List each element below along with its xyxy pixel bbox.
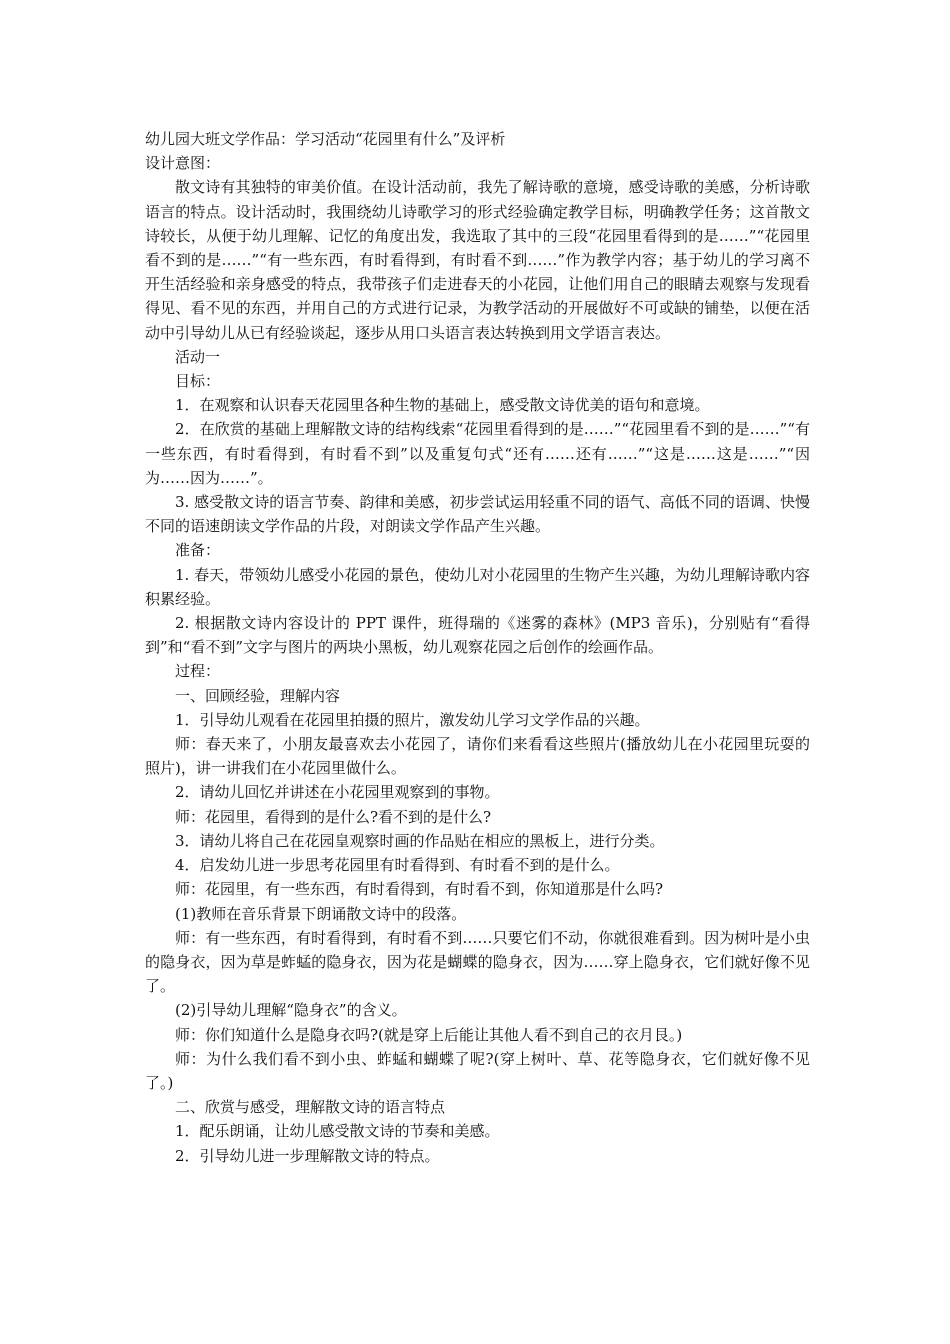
paragraph: 2．引导幼儿进一步理解散文诗的特点。 bbox=[175, 1146, 440, 1165]
paragraph: 1. 春天，带领幼儿感受小花园的景色，使幼儿对小花园里的生物产生兴趣，为幼儿理解诗歌内容积累经验。 bbox=[145, 565, 810, 608]
paragraph: 散文诗有其独特的审美价值。在设计活动前，我先了解诗歌的意境，感受诗歌的美感，分析诗歌语言的特点。设计活动时，我围绕幼儿诗歌学习的形式经验确定教学目标，明确教学任务；这首散文诗较长，从便于幼儿理解、记忆的角度出发，我选取了其中的三段“花园里看得到的是……”“花园里看不到的是……”“有一些东西，有时看得到，有时看不到……”作为教学内容；基于幼儿的学习离不开生活经验和亲身感受的特点，我带孩子们走进春天的小花园，让他们用自己的眼睛去观察与发现看得见、看不见的东西，并用自己的方式进行记录，为教学活动的开展做好不可或缺的铺垫，以便在活动中引导幼儿从已有经验谈起，逐步从用口头语言表达转换到用文学语言表达。 bbox=[145, 178, 810, 342]
paragraph: 2. 根据散文诗内容设计的 PPT 课件，班得瑞的《迷雾的森林》(MP3 音乐)，分别贴有“看得到”和“看不到”文字与图片的两块小黑板，幼儿观察花园之后创作的绘画作品。 bbox=[145, 614, 810, 657]
paragraph: 师：花园里，看得到的是什么?看不到的是什么? bbox=[175, 807, 492, 826]
paragraph: 二、欣赏与感受，理解散文诗的语言特点 bbox=[175, 1098, 446, 1117]
document-body bbox=[145, 127, 810, 1168]
paragraph: 1．引导幼儿观看在花园里拍摄的照片，激发幼儿学习文学作品的兴趣。 bbox=[175, 710, 650, 729]
paragraph: 过程： bbox=[175, 662, 221, 681]
paragraph: 师：花园里，有一些东西，有时看得到，有时看不到，你知道那是什么吗? bbox=[175, 880, 664, 899]
paragraph: 目标： bbox=[175, 372, 221, 391]
paragraph: 2．请幼儿回忆并讲述在小花园里观察到的事物。 bbox=[175, 783, 500, 802]
paragraph: 准备： bbox=[175, 541, 221, 560]
paragraph: (1)教师在音乐背景下朗诵散文诗中的段落。 bbox=[175, 904, 467, 923]
paragraph: 师：为什么我们看不到小虫、蚱蜢和蝴蝶了呢?(穿上树叶、草、花等隐身衣，它们就好像不见了。) bbox=[145, 1049, 810, 1092]
document-title: 幼儿园大班文学作品：学习活动“花园里有什么”及评析 bbox=[145, 130, 506, 148]
paragraph: 师：春天来了，小朋友最喜欢去小花园了，请你们来看看这些照片(播放幼儿在小花园里玩耍的照片)，讲一讲我们在小花园里做什么。 bbox=[145, 735, 810, 778]
paragraph-list bbox=[145, 151, 810, 1168]
paragraph: 一、回顾经验，理解内容 bbox=[175, 686, 341, 705]
paragraph: 师：有一些东西，有时看得到，有时看不到……只要它们不动，你就很难看到。因为树叶是小虫的隐身衣，因为草是蚱蜢的隐身衣，因为花是蝴蝶的隐身衣，因为……穿上隐身衣，它们就好像不见了。 bbox=[145, 928, 810, 996]
paragraph: 1．配乐朗诵，让幼儿感受散文诗的节奏和美感。 bbox=[175, 1122, 500, 1141]
paragraph: 师：你们知道什么是隐身衣吗?(就是穿上后能让其他人看不到自己的衣月艮。) bbox=[175, 1025, 683, 1044]
paragraph: 4．启发幼儿进一步思考花园里有时看得到、有时看不到的是什么。 bbox=[175, 856, 620, 875]
paragraph: (2)引导幼儿理解“隐身衣”的含义。 bbox=[175, 1001, 407, 1020]
paragraph: 活动一 bbox=[175, 347, 221, 366]
paragraph: 3．请幼儿将自己在花园皇观察时画的作品贴在相应的黑板上，进行分类。 bbox=[175, 831, 665, 850]
paragraph: 1．在观察和认识春天花园里各种生物的基础上，感受散文诗优美的语句和意境。 bbox=[175, 396, 710, 415]
paragraph: 2．在欣赏的基础上理解散文诗的结构线索“花园里看得到的是……”“花园里看不到的是……”“有一些东西，有时看得到，有时看不到”以及重复句式“还有……还有……”“这是……这是……”“因为……因为……”。 bbox=[145, 420, 810, 487]
section-heading: 设计意图： bbox=[145, 154, 221, 173]
paragraph: 3. 感受散文诗的语言节奏、韵律和美感，初步尝试运用轻重不同的语气、高低不同的语调、快慢不同的语速朗读文学作品的片段，对朗读文学作品产生兴趣。 bbox=[145, 493, 810, 536]
